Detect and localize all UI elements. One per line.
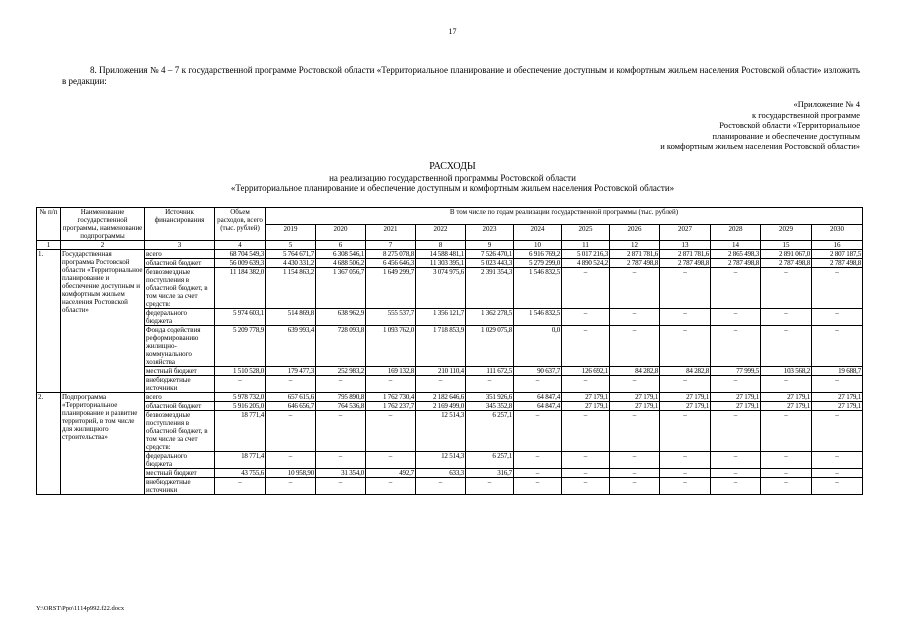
table-row xyxy=(37,478,863,495)
amount-cell: 1 546 832,5 xyxy=(514,309,562,326)
amount-cell: 1 546 832,5 xyxy=(514,268,562,309)
row-number: 1. xyxy=(37,250,61,393)
column-number: 6 xyxy=(316,241,366,250)
amount-cell: 764 536,8 xyxy=(316,402,366,411)
amount-cell: – xyxy=(711,469,761,478)
header-name: Наименование государственной программы, наименование подпрограммы xyxy=(61,208,145,241)
amount-cell: – xyxy=(761,268,812,309)
amount-cell: 2 182 646,6 xyxy=(416,393,466,402)
header-year: 2023 xyxy=(466,224,514,241)
amount-cell: 646 656,7 xyxy=(266,402,316,411)
annex-line: «Приложение № 4 xyxy=(793,99,860,109)
table-row xyxy=(37,376,863,393)
amount-cell: – xyxy=(562,478,610,495)
funding-source: всего xyxy=(145,393,215,402)
amount-cell: 7 526 470,1 xyxy=(466,250,514,259)
amount-cell: – xyxy=(711,411,761,452)
header-source: Источник финансирования xyxy=(145,208,215,241)
amount-cell: – xyxy=(366,376,416,393)
amount-cell: 27 179,1 xyxy=(812,393,863,402)
amount-cell: – xyxy=(562,469,610,478)
amount-cell: – xyxy=(660,411,711,452)
amount-cell: 126 692,1 xyxy=(562,367,610,376)
amount-cell: – xyxy=(514,469,562,478)
amount-cell: 11 184 382,0 xyxy=(215,268,266,309)
amount-cell: – xyxy=(610,452,660,469)
header-year: 2022 xyxy=(416,224,466,241)
document-title xyxy=(0,162,905,194)
amount-cell: – xyxy=(711,452,761,469)
column-number: 13 xyxy=(660,241,711,250)
amount-cell: 6 916 769,2 xyxy=(514,250,562,259)
amount-cell: – xyxy=(610,376,660,393)
amount-cell: 2 391 354,3 xyxy=(466,268,514,309)
amount-cell: 3 074 975,6 xyxy=(416,268,466,309)
amount-cell: – xyxy=(761,478,812,495)
amount-cell: 1 762 730,4 xyxy=(366,393,416,402)
table-row xyxy=(37,250,863,259)
annex-line: планирование и обеспечение доступным xyxy=(712,130,860,141)
amount-cell: – xyxy=(562,268,610,309)
amount-cell: – xyxy=(610,309,660,326)
amount-cell: 2 865 498,3 xyxy=(711,250,761,259)
amount-cell: – xyxy=(610,268,660,309)
header-year: 2025 xyxy=(562,224,610,241)
table-row xyxy=(37,367,863,376)
funding-source: Фонда содействия реформированию жилищно-коммунального хозяйства xyxy=(145,326,215,367)
amount-cell: 2 807 187,5 xyxy=(812,250,863,259)
amount-cell: – xyxy=(610,411,660,452)
program-name: Государственная программа Ростовской области «Территориальное планирование и обеспечение доступным и комфортным жильем населения Ростовской области» xyxy=(61,250,145,393)
amount-cell: 345 352,8 xyxy=(466,402,514,411)
table-row xyxy=(37,268,863,309)
amount-cell: 6 257,1 xyxy=(466,411,514,452)
header-year: 2028 xyxy=(711,224,761,241)
file-path: Y:\ORST\Ppo\1114p992.f22.docx xyxy=(36,605,125,612)
intro-paragraph: 8. Приложения № 4 – 7 к государственной программе Ростовской области «Территориальное планирование и обеспечение доступным и комфортным жильем населения Ростовской области» изложить в редакции: xyxy=(62,65,860,86)
amount-cell: – xyxy=(366,411,416,452)
amount-cell: 555 537,7 xyxy=(366,309,416,326)
amount-cell: 633,3 xyxy=(416,469,466,478)
table-row xyxy=(37,411,863,452)
amount-cell: – xyxy=(761,326,812,367)
amount-cell: – xyxy=(316,376,366,393)
amount-cell: 2 871 781,6 xyxy=(660,250,711,259)
amount-cell: 64 847,4 xyxy=(514,393,562,402)
column-number: 4 xyxy=(215,241,266,250)
amount-cell: – xyxy=(562,411,610,452)
amount-cell: – xyxy=(711,268,761,309)
amount-cell: 12 514,3 xyxy=(416,411,466,452)
funding-source: местный бюджет xyxy=(145,367,215,376)
header-volume: Объем расходов, всего (тыс. рублей) xyxy=(215,208,266,241)
amount-cell: 18 771,4 xyxy=(215,452,266,469)
header-year: 2021 xyxy=(366,224,416,241)
amount-cell: 27 179,1 xyxy=(660,402,711,411)
amount-cell: 639 993,4 xyxy=(266,326,316,367)
amount-cell: – xyxy=(316,452,366,469)
amount-cell: – xyxy=(610,326,660,367)
amount-cell: – xyxy=(660,268,711,309)
amount-cell: 6 257,1 xyxy=(466,452,514,469)
table-row xyxy=(37,402,863,411)
column-number: 9 xyxy=(466,241,514,250)
amount-cell: – xyxy=(416,376,466,393)
amount-cell: – xyxy=(660,309,711,326)
amount-cell: – xyxy=(316,411,366,452)
table-row xyxy=(37,393,863,402)
amount-cell: 657 615,6 xyxy=(266,393,316,402)
amount-cell: 492,7 xyxy=(366,469,416,478)
amount-cell: – xyxy=(761,309,812,326)
column-number: 1 xyxy=(37,241,61,250)
amount-cell: 1 367 056,7 xyxy=(316,268,366,309)
amount-cell: 1 029 075,8 xyxy=(466,326,514,367)
amount-cell: – xyxy=(761,452,812,469)
amount-cell: 68 704 549,3 xyxy=(215,250,266,259)
amount-cell: 27 179,1 xyxy=(610,393,660,402)
amount-cell: 27 179,1 xyxy=(562,393,610,402)
amount-cell: 56 009 639,3 xyxy=(215,259,266,268)
amount-cell: 1 510 528,0 xyxy=(215,367,266,376)
amount-cell: 27 179,1 xyxy=(812,402,863,411)
table-row xyxy=(37,452,863,469)
funding-source: местный бюджет xyxy=(145,469,215,478)
amount-cell: 27 179,1 xyxy=(711,393,761,402)
column-number: 15 xyxy=(761,241,812,250)
funding-source: федерального бюджета xyxy=(145,309,215,326)
amount-cell: 179 477,3 xyxy=(266,367,316,376)
amount-cell: – xyxy=(711,376,761,393)
column-number: 7 xyxy=(366,241,416,250)
column-number: 14 xyxy=(711,241,761,250)
amount-cell: – xyxy=(215,478,266,495)
title-main: РАСХОДЫ xyxy=(429,161,476,172)
amount-cell: 5 974 603,1 xyxy=(215,309,266,326)
program-name: Подпрограмма «Территориальное планирование и развитие территорий, в том числе для жилищного строительства» xyxy=(61,393,145,495)
header-year: 2026 xyxy=(610,224,660,241)
amount-cell: – xyxy=(266,376,316,393)
table-row xyxy=(37,469,863,478)
amount-cell: – xyxy=(812,411,863,452)
amount-cell: – xyxy=(660,326,711,367)
amount-cell: 5 916 205,0 xyxy=(215,402,266,411)
amount-cell: 6 308 546,1 xyxy=(316,250,366,259)
budget-table xyxy=(36,207,863,495)
funding-source: внебюджетные источники xyxy=(145,376,215,393)
amount-cell: 18 771,4 xyxy=(215,411,266,452)
amount-cell: – xyxy=(466,478,514,495)
amount-cell: – xyxy=(660,469,711,478)
amount-cell: – xyxy=(812,326,863,367)
amount-cell: – xyxy=(660,478,711,495)
amount-cell: – xyxy=(812,469,863,478)
amount-cell: – xyxy=(610,469,660,478)
amount-cell: 2 871 781,6 xyxy=(610,250,660,259)
amount-cell: – xyxy=(812,309,863,326)
funding-source: внебюджетные источники xyxy=(145,478,215,495)
amount-cell: – xyxy=(812,452,863,469)
header-year: 2029 xyxy=(761,224,812,241)
amount-cell: 31 354,0 xyxy=(316,469,366,478)
funding-source: областной бюджет xyxy=(145,402,215,411)
row-number: 2. xyxy=(37,393,61,495)
amount-cell: 64 847,4 xyxy=(514,402,562,411)
amount-cell: 1 093 762,0 xyxy=(366,326,416,367)
title-line: на реализацию государственной программы Ростовской области xyxy=(329,172,576,183)
amount-cell: – xyxy=(366,478,416,495)
funding-source: всего xyxy=(145,250,215,259)
amount-cell: 27 179,1 xyxy=(660,393,711,402)
amount-cell: 4 688 506,2 xyxy=(316,259,366,268)
amount-cell: – xyxy=(562,452,610,469)
amount-cell: – xyxy=(266,411,316,452)
column-number: 11 xyxy=(562,241,610,250)
amount-cell: 169 132,8 xyxy=(366,367,416,376)
amount-cell: 0,0 xyxy=(514,326,562,367)
amount-cell: 14 588 481,1 xyxy=(416,250,466,259)
funding-source: областной бюджет xyxy=(145,259,215,268)
funding-source: безвозмездные поступления в областной бюджет, в том числе за счет средств: xyxy=(145,411,215,452)
amount-cell: 84 282,8 xyxy=(610,367,660,376)
amount-cell: 84 282,8 xyxy=(660,367,711,376)
amount-cell: 728 093,8 xyxy=(316,326,366,367)
column-number: 8 xyxy=(416,241,466,250)
table-row xyxy=(37,259,863,268)
annex-line: Ростовской области «Территориальное xyxy=(719,120,860,130)
column-number: 10 xyxy=(514,241,562,250)
amount-cell: 5 023 443,3 xyxy=(466,259,514,268)
column-number-row xyxy=(37,241,863,250)
amount-cell: 2 787 498,8 xyxy=(761,259,812,268)
amount-cell: 19 688,7 xyxy=(812,367,863,376)
amount-cell: 6 456 646,3 xyxy=(366,259,416,268)
amount-cell: 2 787 498,8 xyxy=(812,259,863,268)
amount-cell: – xyxy=(514,452,562,469)
amount-cell: – xyxy=(366,452,416,469)
amount-cell: 514 869,8 xyxy=(266,309,316,326)
amount-cell: 8 275 078,8 xyxy=(366,250,416,259)
amount-cell: 795 890,8 xyxy=(316,393,366,402)
annex-line: к государственной программе xyxy=(751,109,860,120)
amount-cell: 2 891 067,0 xyxy=(761,250,812,259)
header-row xyxy=(37,208,863,225)
amount-cell: – xyxy=(562,326,610,367)
amount-cell: 27 179,1 xyxy=(761,393,812,402)
amount-cell: 1 718 853,9 xyxy=(416,326,466,367)
amount-cell: 210 110,4 xyxy=(416,367,466,376)
amount-cell: – xyxy=(416,478,466,495)
amount-cell: 27 179,1 xyxy=(711,402,761,411)
amount-cell: 4 430 331,2 xyxy=(266,259,316,268)
amount-cell: – xyxy=(812,268,863,309)
header-year: 2020 xyxy=(316,224,366,241)
header-num: № п/п xyxy=(37,208,61,241)
amount-cell: 2 787 498,8 xyxy=(610,259,660,268)
title-line: «Территориальное планирование и обеспечение доступным и комфортным жильем населения Ростовской области» xyxy=(230,183,675,193)
amount-cell: 90 637,7 xyxy=(514,367,562,376)
amount-cell: 1 649 299,7 xyxy=(366,268,416,309)
amount-cell: – xyxy=(761,411,812,452)
amount-cell: 11 303 395,1 xyxy=(416,259,466,268)
amount-cell: – xyxy=(466,376,514,393)
column-number: 16 xyxy=(812,241,863,250)
amount-cell: 111 672,5 xyxy=(466,367,514,376)
amount-cell: – xyxy=(316,478,366,495)
column-number: 2 xyxy=(61,241,145,250)
header-year: 2024 xyxy=(514,224,562,241)
amount-cell: – xyxy=(215,376,266,393)
amount-cell: 252 983,2 xyxy=(316,367,366,376)
amount-cell: 5 764 671,7 xyxy=(266,250,316,259)
header-year: 2019 xyxy=(266,224,316,241)
column-number: 3 xyxy=(145,241,215,250)
amount-cell: – xyxy=(711,326,761,367)
header-year: 2030 xyxy=(812,224,863,241)
amount-cell: 27 179,1 xyxy=(562,402,610,411)
amount-cell: – xyxy=(660,452,711,469)
amount-cell: – xyxy=(812,478,863,495)
amount-cell: 5 978 732,0 xyxy=(215,393,266,402)
column-number: 5 xyxy=(266,241,316,250)
amount-cell: 5 017 216,3 xyxy=(562,250,610,259)
amount-cell: 12 514,3 xyxy=(416,452,466,469)
amount-cell: 1 356 121,7 xyxy=(416,309,466,326)
amount-cell: 2 787 498,8 xyxy=(711,259,761,268)
amount-cell: – xyxy=(812,376,863,393)
amount-cell: – xyxy=(514,478,562,495)
amount-cell: – xyxy=(562,309,610,326)
amount-cell: 638 962,9 xyxy=(316,309,366,326)
amount-cell: – xyxy=(514,411,562,452)
table-row xyxy=(37,326,863,367)
amount-cell: – xyxy=(610,478,660,495)
funding-source: федерального бюджета xyxy=(145,452,215,469)
amount-cell: 43 755,6 xyxy=(215,469,266,478)
amount-cell: – xyxy=(761,376,812,393)
amount-cell: 2 787 498,8 xyxy=(660,259,711,268)
amount-cell: – xyxy=(514,376,562,393)
amount-cell: 103 568,2 xyxy=(761,367,812,376)
amount-cell: 5 209 778,9 xyxy=(215,326,266,367)
amount-cell: – xyxy=(266,478,316,495)
amount-cell: – xyxy=(711,309,761,326)
column-number: 12 xyxy=(610,241,660,250)
header-years-group: В том числе по годам реализации государственной программы (тыс. рублей) xyxy=(266,208,863,225)
amount-cell: – xyxy=(711,478,761,495)
amount-cell: – xyxy=(562,376,610,393)
amount-cell: 4 890 524,2 xyxy=(562,259,610,268)
amount-cell: 1 762 237,7 xyxy=(366,402,416,411)
amount-cell: 77 999,5 xyxy=(711,367,761,376)
amount-cell: 1 362 278,5 xyxy=(466,309,514,326)
amount-cell: – xyxy=(660,376,711,393)
annex-header xyxy=(580,99,860,152)
amount-cell: 27 179,1 xyxy=(761,402,812,411)
amount-cell: 5 279 299,0 xyxy=(514,259,562,268)
amount-cell: 2 169 499,0 xyxy=(416,402,466,411)
amount-cell: 1 154 863,2 xyxy=(266,268,316,309)
amount-cell: 27 179,1 xyxy=(610,402,660,411)
table-row xyxy=(37,309,863,326)
amount-cell: 351 926,6 xyxy=(466,393,514,402)
amount-cell: 316,7 xyxy=(466,469,514,478)
funding-source: безвозмездные поступления в областной бюджет, в том числе за счет средств: xyxy=(145,268,215,309)
amount-cell: 10 958,90 xyxy=(266,469,316,478)
amount-cell: – xyxy=(266,452,316,469)
amount-cell: – xyxy=(761,469,812,478)
annex-line: и комфортным жильем населения Ростовской области» xyxy=(660,141,860,151)
page-number: 17 xyxy=(448,27,457,36)
header-year: 2027 xyxy=(660,224,711,241)
